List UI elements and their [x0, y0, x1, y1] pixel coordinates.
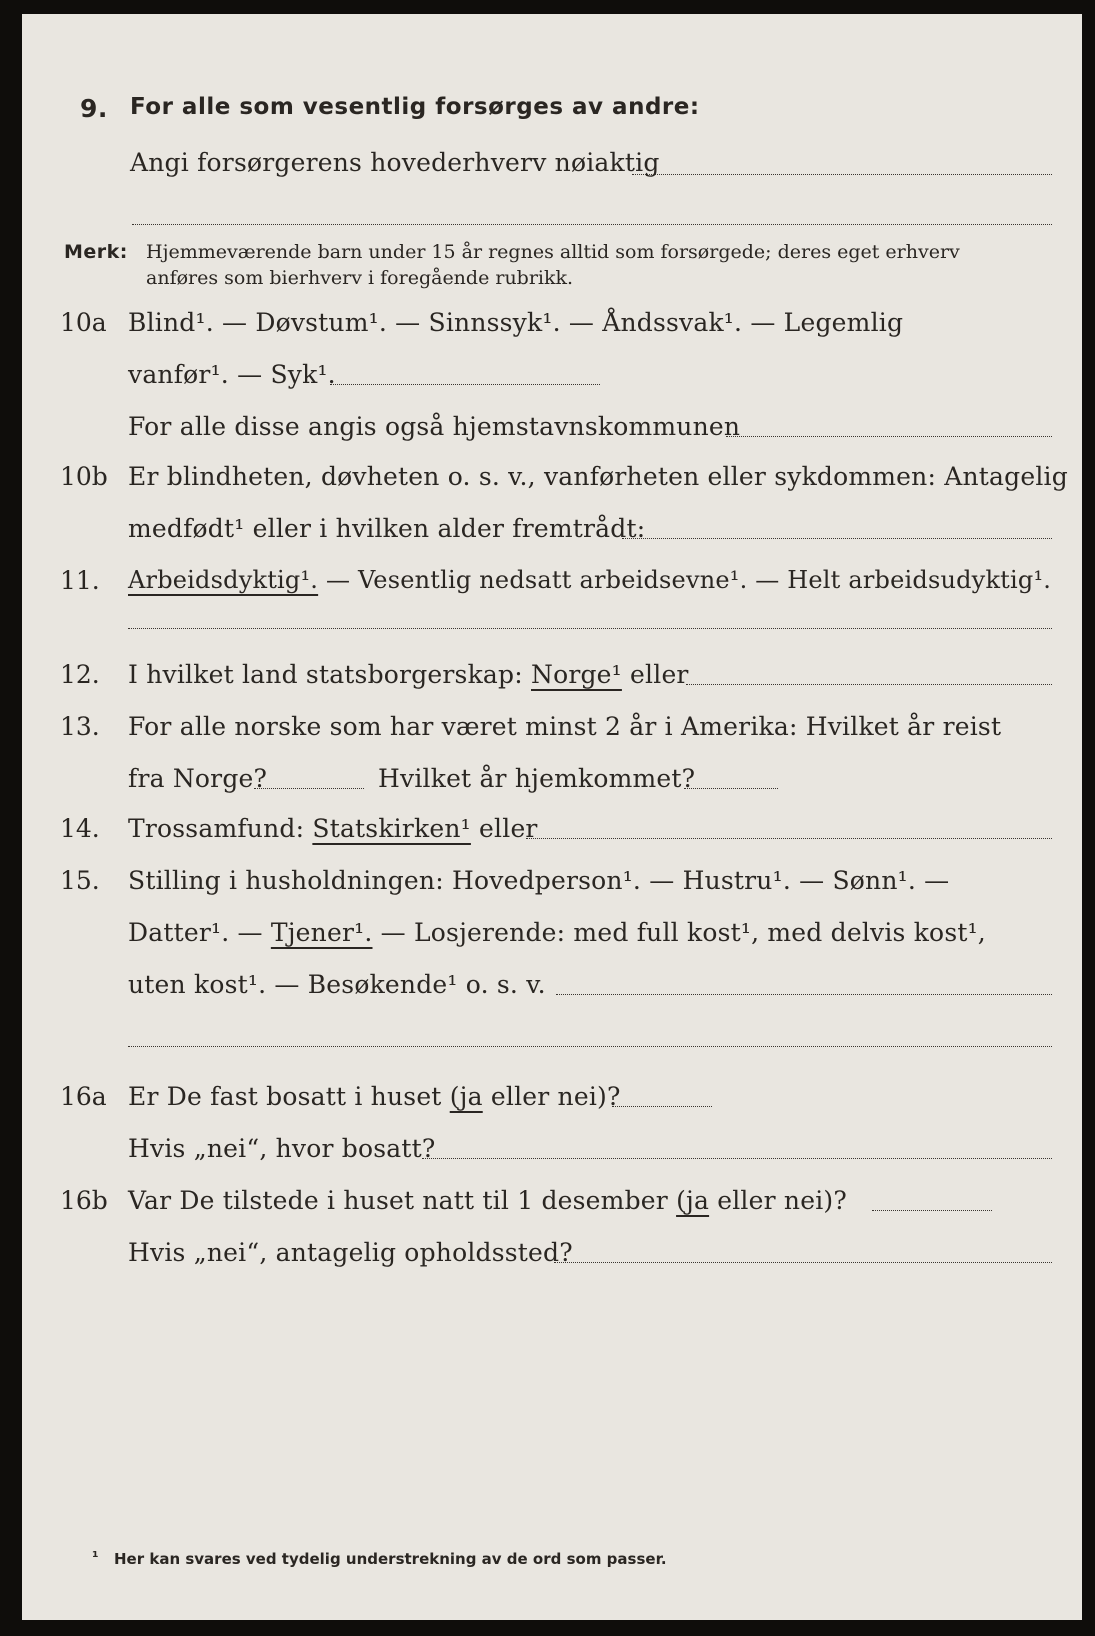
q12-answer-line[interactable]	[686, 684, 1052, 685]
q16b-opholdssted-answer-line[interactable]	[554, 1262, 1052, 1263]
q9-number: 9.	[80, 94, 108, 123]
q16b-line-2: Hvis „nei“, antagelig opholdssted?	[128, 1238, 573, 1267]
q10b-answer-line[interactable]	[622, 538, 1052, 539]
q16a-text	[128, 1082, 621, 1111]
q14-text	[128, 814, 538, 843]
q12-pre: I hvilket land statsborgerskap:	[128, 660, 531, 689]
q16a-number: 16a	[60, 1082, 107, 1111]
q16a-pre: Er De fast bosatt i huset	[128, 1082, 450, 1111]
q14-underlined-answer: Statskirken¹	[312, 814, 471, 843]
q13-reist-answer-line[interactable]	[254, 788, 364, 789]
merk-label: Merk:	[64, 241, 128, 263]
footnote-mark: ¹	[92, 1548, 99, 1566]
q16a-line-2: Hvis „nei“, hvor bosatt?	[128, 1134, 436, 1163]
q13-line-2a: fra Norge?	[128, 764, 268, 793]
q16b-pre: Var De tilstede i huset natt til 1 desember	[128, 1186, 677, 1215]
q10a-kommune-answer-line[interactable]	[726, 436, 1052, 437]
q15-answer-line-2[interactable]	[128, 1046, 1052, 1047]
q10b-number: 10b	[60, 462, 108, 491]
q9-answer-line-2[interactable]	[132, 224, 1052, 225]
q13-number: 13.	[60, 712, 100, 741]
q10a-line-3: For alle disse angis også hjemstavnskommunen	[128, 412, 741, 441]
q9-prompt: Angi forsørgerens hovederhverv nøiaktig	[130, 148, 660, 177]
merk-line-2: anføres som bierhverv i foregående rubrikk.	[146, 267, 574, 289]
q11-number: 11.	[60, 566, 100, 595]
q11-text	[128, 566, 1051, 594]
q13-line-2b: Hvilket år hjemkommet?	[378, 764, 696, 793]
q14-answer-line[interactable]	[526, 838, 1052, 839]
q10a-line-1: Blind¹. — Døvstum¹. — Sinnssyk¹. — Åndssvak¹. — Legemlig	[128, 308, 904, 337]
q15-line-2a: Datter¹. —	[128, 918, 271, 947]
q16b-post: eller nei)?	[709, 1186, 847, 1215]
q16b-underlined-answer: (ja	[676, 1186, 710, 1215]
q10a-line-2: vanfør¹. — Syk¹.	[128, 360, 336, 389]
q12-text	[128, 660, 689, 689]
q12-number: 12.	[60, 660, 100, 689]
q16a-bosatt-answer-line[interactable]	[422, 1158, 1052, 1159]
q9-title: For alle som vesentlig forsørges av andre:	[130, 94, 700, 120]
footnote-text: Her kan svares ved tydelig understrekning av de ord som passer.	[114, 1550, 667, 1568]
q11-underlined-answer: Arbeidsdyktig¹.	[128, 566, 319, 594]
q15-line-2	[128, 918, 986, 947]
q12-underlined-answer: Norge¹	[531, 660, 622, 689]
q16a-post: eller nei)?	[482, 1082, 621, 1111]
q9-answer-line[interactable]	[632, 174, 1052, 175]
q15-line-2b: — Losjerende: med full kost¹, med delvis kost¹,	[372, 918, 986, 947]
q16b-number: 16b	[60, 1186, 108, 1215]
q14-number: 14.	[60, 814, 100, 843]
q15-answer-line[interactable]	[556, 994, 1052, 995]
q14-post: eller	[470, 814, 538, 843]
q15-line-1: Stilling i husholdningen: Hovedperson¹. — Hustru¹. — Sønn¹. —	[128, 866, 950, 895]
q11-rest: — Vesentlig nedsatt arbeidsevne¹. — Helt arbeidsudyktig¹.	[318, 566, 1052, 594]
q15-underlined-answer: Tjener¹.	[270, 918, 373, 947]
q13-line-1: For alle norske som har været minst 2 år i Amerika: Hvilket år reist	[128, 712, 1002, 741]
q15-line-3: uten kost¹. — Besøkende¹ o. s. v.	[128, 970, 546, 999]
q11-answer-line[interactable]	[128, 628, 1052, 629]
q12-post: eller	[621, 660, 689, 689]
q10b-line-2: medfødt¹ eller i hvilken alder fremtrådt:	[128, 514, 646, 543]
q14-pre: Trossamfund:	[128, 814, 313, 843]
merk-line-1: Hjemmeværende barn under 15 år regnes alltid som forsørgede; deres eget erhverv	[146, 241, 960, 263]
q16a-answer-line[interactable]	[612, 1106, 712, 1107]
q10b-line-1: Er blindheten, døvheten o. s. v., vanførheten eller sykdommen: Antagelig	[128, 462, 1068, 491]
q16b-text	[128, 1186, 847, 1215]
q10a-syk-answer-line[interactable]	[330, 384, 600, 385]
q16a-underlined-answer: (ja	[449, 1082, 483, 1111]
census-form-page	[22, 14, 1082, 1620]
q16b-answer-line[interactable]	[872, 1210, 992, 1211]
q15-number: 15.	[60, 866, 100, 895]
q13-hjemkommet-answer-line[interactable]	[684, 788, 778, 789]
q10a-number: 10a	[60, 308, 107, 337]
